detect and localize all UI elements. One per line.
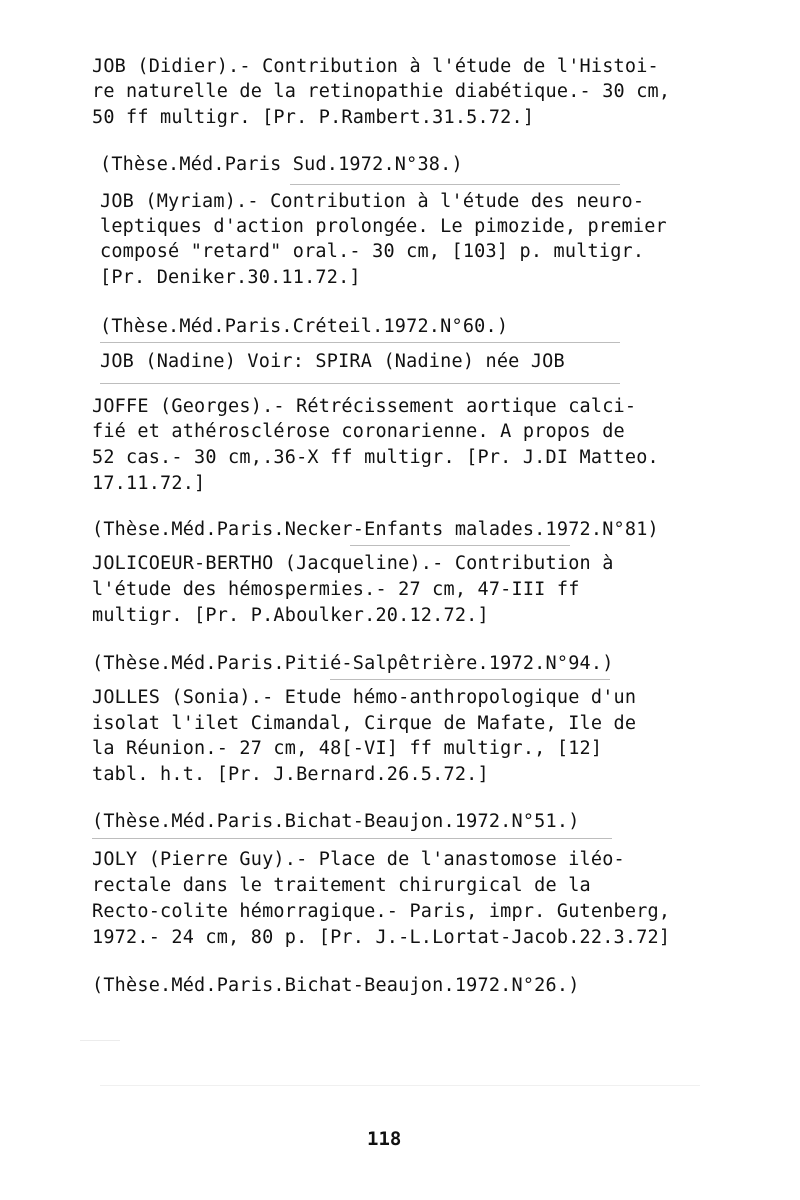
separator-rule	[290, 184, 620, 185]
entry-line: JOB (Nadine) Voir: SPIRA (Nadine) née JOB	[100, 351, 565, 372]
entry-line: composé "retard" oral.- 30 cm, [103] p. multigr.	[100, 241, 645, 262]
entry-line: 52 cas.- 30 cm,.36-X ff multigr. [Pr. J.DI Matteo.	[92, 447, 659, 468]
separator-rule	[330, 679, 610, 680]
entry-line: [Pr. Deniker.30.11.72.]	[100, 267, 361, 288]
thesis-note: (Thèse.Méd.Paris.Necker-Enfants malades.1972.N°81)	[92, 519, 659, 540]
entry-line: 1972.- 24 cm, 80 p. [Pr. J.-L.Lortat-Jacob.22.3.72]	[92, 927, 671, 948]
entry-line: la Réunion.- 27 cm, 48[-VI] ff multigr., [12]	[92, 738, 603, 759]
thesis-note: (Thèse.Méd.Paris.Créteil.1972.N°60.)	[100, 316, 509, 337]
thesis-note: (Thèse.Méd.Paris.Bichat-Beaujon.1972.N°51.)	[92, 811, 580, 832]
thesis-note: (Thèse.Méd.Paris Sud.1972.N°38.)	[100, 154, 463, 175]
separator-rule	[100, 383, 620, 384]
entry-line: multigr. [Pr. P.Aboulker.20.12.72.]	[92, 605, 489, 626]
thesis-note: (Thèse.Méd.Paris.Bichat-Beaujon.1972.N°26.)	[92, 975, 580, 996]
entry-line: JOLICOEUR-BERTHO (Jacqueline).- Contribution à	[92, 553, 614, 574]
entry-line: JOFFE (Georges).- Rétrécissement aortique calci-	[92, 396, 637, 417]
bleed-through-mark	[100, 1085, 700, 1086]
separator-rule	[100, 342, 620, 343]
entry-line: JOB (Didier).- Contribution à l'étude de l'Histoi-	[92, 56, 659, 77]
entry-line: JOB (Myriam).- Contribution à l'étude des neuro-	[100, 191, 645, 212]
entry-line: JOLLES (Sonia).- Etude hémo-anthropologique d'un	[92, 687, 637, 708]
entry-line: Recto-colite hémorragique.- Paris, impr. Gutenberg,	[92, 901, 671, 922]
entry-line: tabl. h.t. [Pr. J.Bernard.26.5.72.]	[92, 764, 489, 785]
entry-line: re naturelle de la retinopathie diabétique.- 30 cm,	[92, 81, 671, 102]
entry-line: l'étude des hémospermies.- 27 cm, 47-III ff	[92, 579, 580, 600]
bleed-through-mark	[80, 1040, 120, 1041]
entry-line: fié et athérosclérose coronarienne. A propos de	[92, 421, 625, 442]
entry-line: JOLY (Pierre Guy).- Place de l'anastomose iléo-	[92, 849, 625, 870]
entry-line: isolat l'ilet Cimandal, Cirque de Mafate, Ile de	[92, 713, 637, 734]
entry-line: rectale dans le traitement chirurgical de la	[92, 875, 591, 896]
thesis-note: (Thèse.Méd.Paris.Pitié-Salpêtrière.1972.N°94.)	[92, 653, 614, 674]
entry-line: leptiques d'action prolongée. Le pimozide, premier	[100, 216, 667, 237]
entry-line: 50 ff multigr. [Pr. P.Rambert.31.5.72.]	[92, 107, 535, 128]
page-number: 118	[367, 1128, 402, 1150]
separator-rule	[92, 838, 612, 839]
separator-rule	[350, 545, 570, 546]
entry-line: 17.11.72.]	[92, 473, 206, 494]
